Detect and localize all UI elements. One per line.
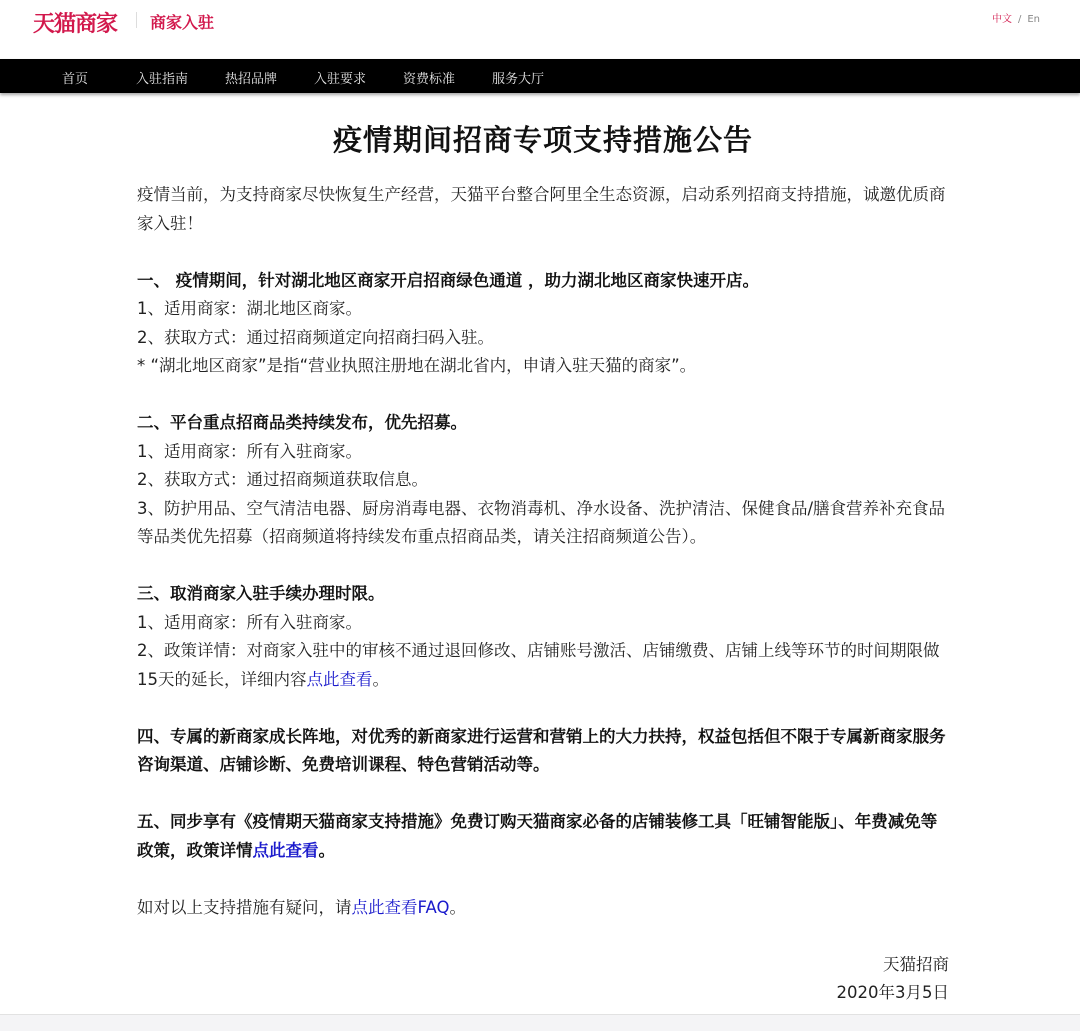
nav-entry-requirements[interactable]: 入驻要求 <box>314 72 367 87</box>
lang-english-link[interactable]: En <box>1027 14 1040 25</box>
logo-divider <box>136 12 137 28</box>
section1-heading: 一、 疫情期间，针对湖北地区商家开启招商绿色通道 ，助力湖北地区商家快速开店。 <box>137 270 759 290</box>
section3-heading: 三、取消商家入驻手续办理时限。 <box>137 584 385 603</box>
top-header <box>0 0 1080 58</box>
section2-item: 1、适用商家：所有入驻商家。 <box>137 441 362 461</box>
intro-paragraph: 疫情当前，为支持商家尽快恢复生产经营，天猫平台整合阿里全生态资源，启动系列招商支持措施，诚邀优质商家入驻！ <box>137 185 946 233</box>
section3-item-text: 2、政策详情：对商家入驻中的审核不通过退回修改、店铺账号激活、店铺缴费、店铺上线等环节的时间期限做15天的延长，详细内容 <box>137 641 940 689</box>
merchant-entry-title[interactable]: 商家入驻 <box>150 13 215 32</box>
section3-details-link[interactable]: 点此查看 <box>306 669 373 689</box>
section5-details-link[interactable]: 点此查看 <box>252 840 319 860</box>
faq-link[interactable]: 点此查看FAQ <box>351 897 450 917</box>
announcement-article <box>137 118 949 1008</box>
section2-item: 3、防护用品、空气清洁电器、厨房消毒电器、衣物消毒机、净水设备、洗护清洁、保健食品/膳食营养补充食品 等品类优先招募（招商频道将持续发布重点招商品类，请关注招商频道公告）。 <box>137 498 946 546</box>
section3-item <box>137 637 949 694</box>
section2-item: 2、获取方式：通过招商频道获取信息。 <box>137 470 428 489</box>
section1-item: 2、获取方式：通过招商频道定向招商扫码入驻。 <box>137 327 494 347</box>
lang-chinese-link[interactable]: 中文 <box>991 14 1012 25</box>
section3-item: 1、适用商家：所有入驻商家。 <box>137 612 362 632</box>
faq-paragraph <box>137 894 949 923</box>
punctuation: 。 <box>318 840 335 860</box>
section5-text: 五、同步享有《疫情期天猫商家支持措施》免费订购天猫商家必备的店铺装修工具「旺铺智能版」、年费减免等政策，政策详情 <box>137 812 938 860</box>
faq-text: 如对以上支持措施有疑问，请 <box>137 897 352 917</box>
nav-fee-standards[interactable]: 资费标准 <box>403 72 456 87</box>
page-title: 疫情期间招商专项支持措施公告 <box>332 123 753 157</box>
section1-note: * “湖北地区商家”是指“营业执照注册地在湖北省内，申请入驻天猫的商家”。 <box>137 356 697 375</box>
page-footer <box>0 1014 1080 1031</box>
signature-org: 天猫招商 <box>883 954 949 974</box>
lang-separator: / <box>1017 14 1022 25</box>
punctuation: 。 <box>449 897 466 917</box>
nav-hot-brands[interactable]: 热招品牌 <box>225 72 278 87</box>
nav-entry-guide[interactable]: 入驻指南 <box>136 72 189 87</box>
section2-heading: 二、平台重点招商品类持续发布，优先招募。 <box>137 413 467 432</box>
section1-item: 1、适用商家：湖北地区商家。 <box>137 299 362 318</box>
section4-heading: 四、专属的新商家成长阵地，对优秀的新商家进行运营和营销上的大力扶持，权益包括但不限于专属新商家服务咨询渠道、店铺诊断、免费培训课程、特色营销活动等。 <box>137 726 946 774</box>
section5-heading <box>137 808 949 865</box>
tmall-logo[interactable]: 天猫商家 <box>33 12 118 37</box>
nav-service-hall[interactable]: 服务大厅 <box>492 72 545 87</box>
nav-home[interactable]: 首页 <box>62 72 89 87</box>
language-switcher <box>992 10 1040 25</box>
punctuation: 。 <box>372 669 389 689</box>
main-nav <box>0 59 1080 93</box>
signature-date: 2020年3月5日 <box>836 983 949 1002</box>
